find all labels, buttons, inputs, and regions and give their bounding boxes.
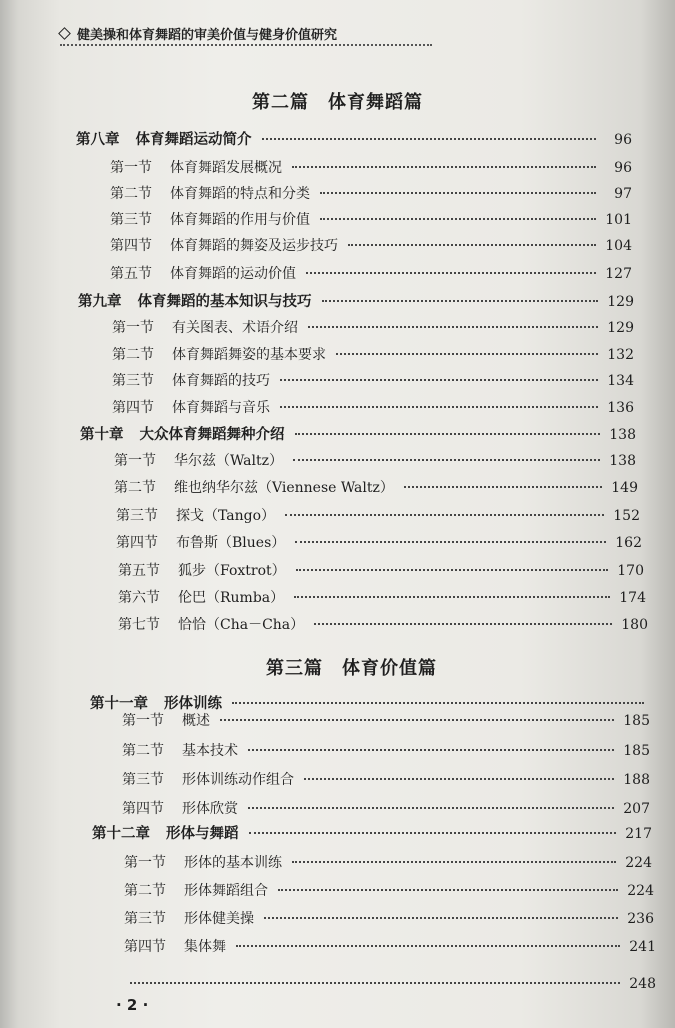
dot-leader [292,166,596,168]
dot-leader [295,541,606,543]
section-number: 第五节 [110,266,152,282]
section-title: 狐步（Foxtrot） [178,563,286,579]
toc-section[interactable] [110,263,632,283]
section-number: 第二节 [122,743,164,759]
dot-leader [248,807,614,809]
toc-section[interactable] [112,317,634,337]
toc-section[interactable] [122,769,650,789]
chapter-number: 第十一章 [90,696,148,712]
toc-chapter[interactable] [76,128,632,149]
dot-leader [249,832,617,834]
dot-leader [294,596,610,598]
toc-section[interactable] [122,710,650,730]
dot-leader [296,569,608,571]
dot-leader [236,945,620,947]
dot-leader [280,379,598,381]
section-title: 形体欣赏 [182,801,238,817]
toc-section[interactable] [122,798,650,818]
section-number: 第四节 [124,939,166,955]
toc-section[interactable] [116,532,642,552]
page-number: 132 [607,347,634,363]
dot-leader [320,218,596,220]
section-number: 第七节 [118,617,160,633]
dot-leader [248,749,614,751]
section-title: 体育舞蹈的作用与价值 [170,212,310,228]
section-number: 第三节 [110,212,152,228]
page-number: 170 [617,563,644,579]
section-number: 第一节 [114,453,156,469]
chapter-title: 大众体育舞蹈舞种介绍 [139,427,285,443]
dot-leader [322,300,599,302]
section-title: 概述 [182,713,210,729]
chapter-number: 第十二章 [92,826,150,842]
section-number: 第二节 [114,480,156,496]
toc-section[interactable] [114,477,638,497]
toc-chapter[interactable] [92,822,652,843]
dot-leader [232,702,644,704]
page-number: 96 [614,160,632,176]
section-title: 有关图表、术语介绍 [172,320,298,336]
toc-section[interactable] [110,157,632,177]
toc-section[interactable] [118,614,648,634]
page-number: 138 [609,453,636,469]
dot-leader [306,272,596,274]
part-title: 第三篇 体育价值篇 [266,658,437,679]
chapter-title: 形体训练 [164,696,222,712]
dot-leader [264,917,618,919]
page-number: 149 [611,480,638,496]
page-number: 224 [625,855,652,871]
toc-chapter[interactable] [78,290,634,311]
page-number: 152 [613,508,640,524]
toc-chapter[interactable] [80,423,636,444]
page-number: 185 [623,743,650,759]
section-title: 形体舞蹈组合 [184,883,268,899]
section-number: 第四节 [112,400,154,416]
section-number: 第二节 [110,186,152,202]
toc-section[interactable] [112,370,634,390]
page-number: 185 [623,713,650,729]
section-title: 体育舞蹈与音乐 [172,400,270,416]
page-number: 188 [623,772,650,788]
dot-leader [320,192,596,194]
section-title: 维也纳华尔兹（Viennese Waltz） [174,480,394,496]
page-number: 104 [605,238,632,254]
page-number: 241 [629,939,656,955]
toc-section[interactable] [118,587,646,607]
page-number: 129 [607,320,634,336]
section-title: 基本技术 [182,743,238,759]
section-number: 第三节 [116,508,158,524]
dot-leader [404,486,602,488]
dot-leader [220,719,614,721]
dot-leader [262,138,597,140]
toc-section[interactable] [110,183,632,203]
page-number: 217 [625,826,652,842]
section-title: 形体的基本训练 [184,855,282,871]
running-head [60,24,337,43]
page-number: 180 [621,617,648,633]
folio-page-number: · 2 · [116,996,149,1014]
dot-leader [336,353,598,355]
diamond-icon [58,27,71,40]
chapter-title: 体育舞蹈的基本知识与技巧 [137,294,312,310]
page-number: 248 [629,976,656,992]
dot-leader [285,514,604,516]
part-title: 第二篇 体育舞蹈篇 [252,92,423,113]
page-number: 96 [614,132,632,148]
page-number: 138 [609,427,636,443]
dot-leader [314,623,612,625]
page-number: 236 [627,911,654,927]
section-title: 恰恰（Cha－Cha） [178,617,305,633]
section-number: 第五节 [118,563,160,579]
section-title: 布鲁斯（Blues） [176,535,286,551]
dot-leader [295,433,601,435]
dot-leader [278,889,618,891]
section-number: 第三节 [124,911,166,927]
section-number: 第一节 [112,320,154,336]
page-number: 97 [614,186,632,202]
toc-section[interactable] [112,344,634,364]
toc-section[interactable] [124,908,654,928]
section-title: 形体健美操 [184,911,254,927]
dot-leader [348,244,596,246]
chapter-title: 体育舞蹈运动简介 [135,132,252,148]
toc-section[interactable] [124,936,656,956]
toc-section[interactable] [118,560,644,580]
section-number: 第四节 [110,238,152,254]
section-number: 第一节 [110,160,152,176]
toc-section[interactable] [124,880,654,900]
toc-section[interactable] [124,852,652,872]
dot-leader [292,861,616,863]
page-number: 136 [607,400,634,416]
section-number: 第一节 [122,713,164,729]
running-head-rule [60,44,432,46]
page-number: 127 [605,266,632,282]
section-title: 体育舞蹈的特点和分类 [170,186,310,202]
section-title: 体育舞蹈的运动价值 [170,266,296,282]
toc-section[interactable] [116,505,640,525]
chapter-number: 第九章 [78,294,122,310]
section-title: 形体训练动作组合 [182,772,294,788]
page-number: 162 [615,535,642,551]
section-title: 体育舞蹈的技巧 [172,373,270,389]
section-number: 第六节 [118,590,160,606]
page-number: 134 [607,373,634,389]
chapter-number: 第十章 [80,427,124,443]
page-number: 174 [619,590,646,606]
section-number: 第二节 [112,347,154,363]
section-title: 华尔兹（Waltz） [174,453,283,469]
section-title: 探戈（Tango） [176,508,276,524]
page-number: 129 [607,294,634,310]
section-title: 集体舞 [184,939,226,955]
section-number: 第三节 [122,772,164,788]
dot-leader [280,406,598,408]
toc-section[interactable] [110,235,632,255]
toc-section[interactable] [122,740,650,760]
section-number: 第四节 [122,801,164,817]
toc-section[interactable] [114,450,636,470]
toc-section[interactable] [112,397,634,417]
section-title: 伦巴（Rumba） [178,590,285,606]
dot-leader [308,326,598,328]
section-number: 第四节 [116,535,158,551]
section-number: 第三节 [112,373,154,389]
page-number: 224 [627,883,654,899]
section-title: 体育舞蹈发展概况 [170,160,282,176]
section-title: 体育舞蹈舞姿的基本要求 [172,347,326,363]
page-number: 101 [605,212,632,228]
toc-section[interactable] [110,209,632,229]
dot-leader [293,459,600,461]
section-number: 第一节 [124,855,166,871]
toc-continuation [124,976,656,992]
chapter-title: 形体与舞蹈 [166,826,239,842]
section-number: 第二节 [124,883,166,899]
section-title: 体育舞蹈的舞姿及运步技巧 [170,238,338,254]
dot-leader [130,982,620,984]
running-head-text: 健美操和体育舞蹈的审美价值与健身价值研究 [77,28,338,43]
dot-leader [304,778,614,780]
page-number: 207 [623,801,650,817]
chapter-number: 第八章 [76,132,120,148]
